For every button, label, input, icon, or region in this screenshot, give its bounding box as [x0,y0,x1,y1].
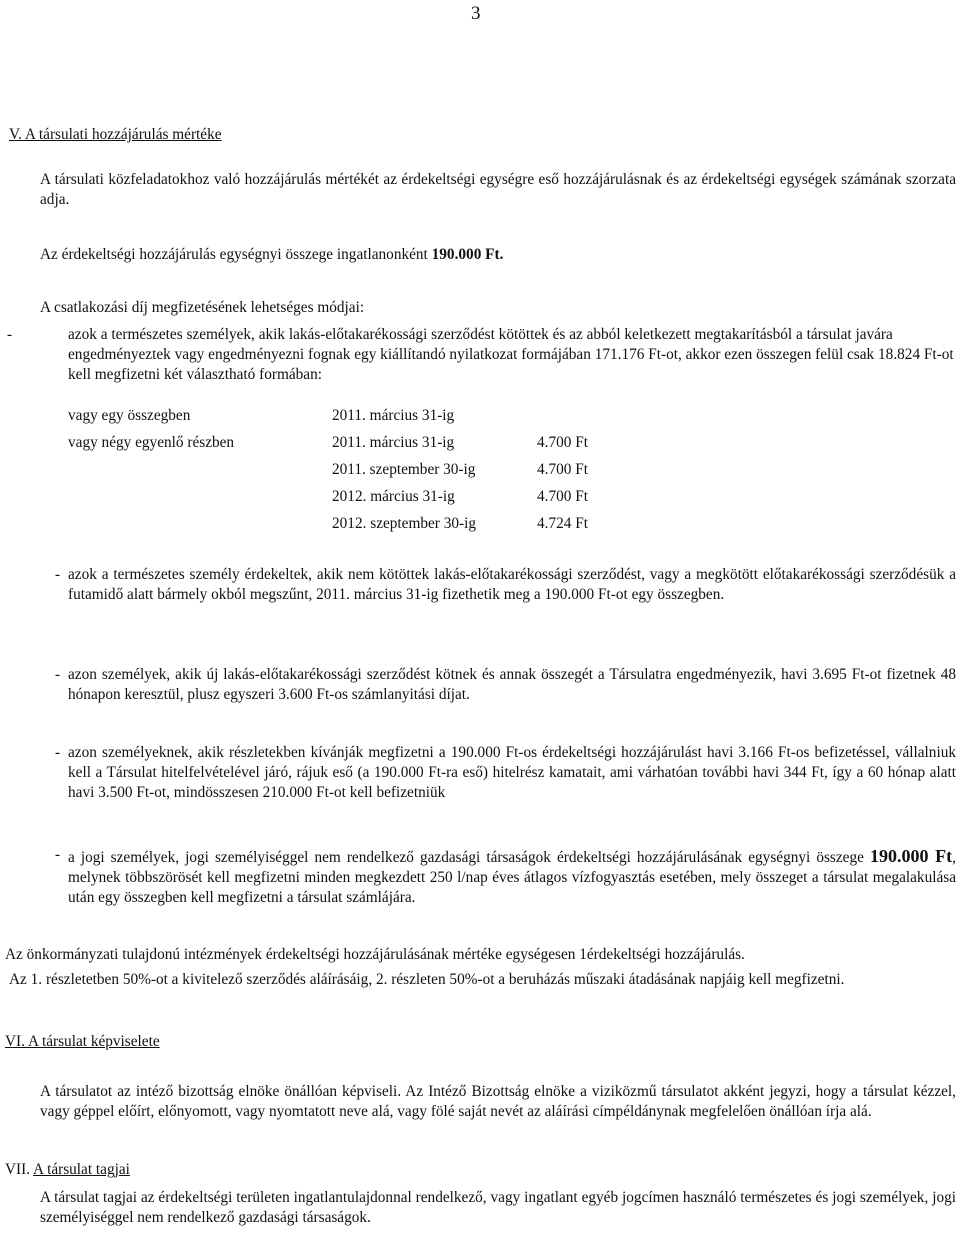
payment-method-2: azok a természetes személy érdekeltek, akik nem kötöttek lakás-előtakarékossági szerződést, vagy a megkötött előtakarékossági szerződésük a futamidő alatt bármely okból megszűnt, 2011. március 31-ig fizethetik meg a 190.000 Ft-ot egy összegben. [68,566,956,603]
schedule-amount: 4.700 Ft [537,434,588,451]
section-5-heading: V. A társulati hozzájárulás mértéke [9,126,222,143]
payment-method-1: azok a természetes személyek, akik lakás-előtakarékossági szerződést kötöttek és az abból keletkezett megtakarításból a társulat javára engedményeztek vagy engedményezni fognak egy kiállítandó nyilatkozat formájában 171.176 Ft-ot, akkor ezen összegen felül csak 18.824 Ft-ot kell megfizetni két választható formában: [68,326,954,383]
payment-method-4: azon személyeknek, akik részletekben kívánják megfizetni a 190.000 Ft-os érdekeltségi hozzájárulást havi 3.166 Ft-os befizetéssel, vállalniuk kell a Társulat hitelfelvételével járó, rájuk eső (a 190.000 Ft-ra eső) hitelrész kamatait, ami várhatóan további havi 344 Ft, így a 60 hónap alatt havi 3.500 Ft-ot, mindösszesen 210.000 Ft-ot kell befizetniük [68,744,956,801]
schedule-amount: 4.700 Ft [537,461,588,478]
unit-contribution-amount: 190.000 Ft. [431,246,504,263]
payment-method-5 [68,845,956,908]
list-dash: - [55,744,61,761]
schedule-amount: 4.700 Ft [537,488,588,505]
section-5-intro-paragraph: A társulati közfeladatokhoz való hozzájárulás mértékét az érdekeltségi egységre eső hozzájárulásnak és az érdekeltségi egységek számának szorzata adja. [40,171,956,208]
section-6-heading: VI. A társulat képviselete [5,1033,160,1050]
payment-method-5-text-b: , melynek többszörösét kell megfizetni minden megkezdett 250 l/nap éves átlagos vízfogyasztás esetében, mely összeget a társulat megalakulása után egy összegben kell megfizetni a társulat számlájára. [68,849,956,907]
list-dash: - [55,846,61,863]
unit-contribution-text: Az érdekeltségi hozzájárulás egységnyi összege ingatlanonként [40,246,432,263]
schedule-date: 2012. szeptember 30-ig [332,515,477,532]
list-dash: - [55,566,61,583]
schedule-label: vagy egy összegben [68,407,191,424]
section-7-paragraph: A társulat tagjai az érdekeltségi területen ingatlantulajdonnal rendelkező, vagy ingatlant egyéb jogcímen használó természetes és jogi személyek, jogi személyiséggel nem rendelkező gazdasági társaságok. [40,1189,956,1226]
list-dash: - [7,326,13,343]
schedule-date: 2011. szeptember 30-ig [332,461,476,478]
page-number: 3 [471,3,481,24]
payment-method-3: azon személyek, akik új lakás-előtakarékossági szerződést kötnek és annak összegét a Társulatra engedményezik, havi 3.695 Ft-ot fizetnek 48 hónapon keresztül, plusz egyszeri 3.600 Ft-os számlanyitási díjat. [68,666,956,703]
schedule-amount: 4.724 Ft [537,515,588,532]
schedule-date: 2012. március 31-ig [332,488,455,505]
section-7-title: A társulat tagjai [33,1161,130,1178]
list-dash: - [55,666,61,683]
payment-method-5-amount: 190.000 Ft [869,846,953,866]
payment-methods-intro: A csatlakozási díj megfizetésének lehetséges módjai: [40,299,365,316]
section-7-heading [5,1160,130,1180]
unit-contribution-paragraph [40,245,940,265]
payment-method-5-text-a: a jogi személyek, jogi személyiséggel nem rendelkező gazdasági társaságok érdekeltségi hozzájárulásának egységnyi összege [68,849,870,866]
installment-terms: Az 1. részletetben 50%-ot a kivitelező szerződés aláírásáig, 2. részleten 50%-ot a beruházás műszaki átadásának napjáig kell megfizetni. [9,971,845,988]
schedule-label: vagy négy egyenlő részben [68,434,235,451]
section-7-number: VII. [5,1161,31,1178]
municipal-contribution: Az önkormányzati tulajdonú intézmények érdekeltségi hozzájárulásának mértéke egységesen 1érdekeltségi hozzájárulás. [5,946,745,963]
section-6-paragraph: A társulatot az intéző bizottság elnöke önállóan képviseli. Az Intéző Bizottság elnöke a viziközmű társulatot akként jegyzi, hogy a társulat kézzel, vagy géppel előírt, előnyomott, vagy nyomtatott neve alá, vagy fölé saját nevét az aláírási címpéldánynak megfelelően önállóan írja alá. [40,1083,956,1120]
schedule-date: 2011. március 31-ig [332,407,455,424]
schedule-date: 2011. március 31-ig [332,434,455,451]
